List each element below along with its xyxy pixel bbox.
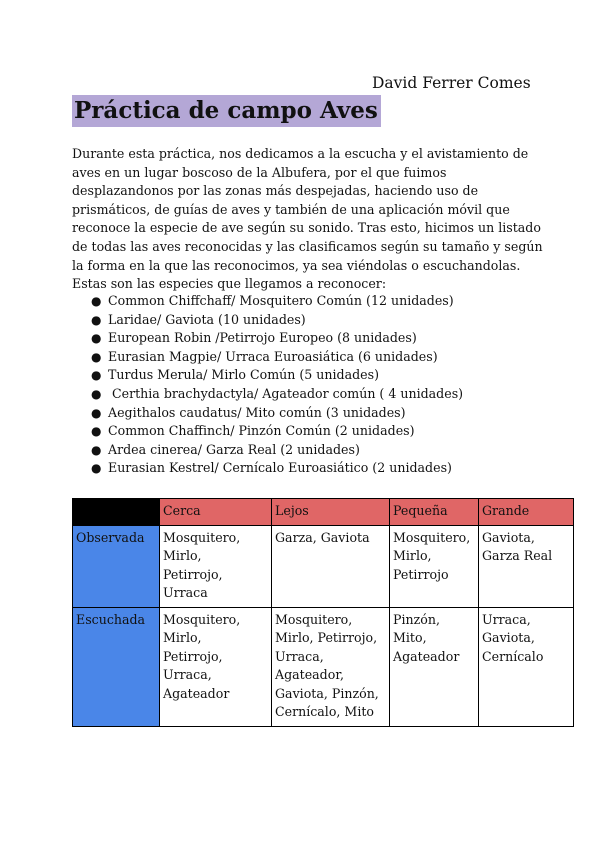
bullet-icon: ● bbox=[91, 368, 102, 383]
cell-line: Pinzón, bbox=[393, 611, 440, 627]
intro-line: Estas son las especies que llegamos a reconocer: bbox=[72, 276, 387, 292]
table-row bbox=[73, 607, 574, 726]
species-list bbox=[72, 292, 463, 478]
cell-line: Mosquitero, bbox=[163, 529, 241, 545]
list-item bbox=[72, 366, 463, 385]
intro-line: Durante esta práctica, nos dedicamos a la escucha y el avistamiento de bbox=[72, 146, 529, 161]
table-cell bbox=[272, 607, 390, 726]
species-label: European Robin /Petirrojo Europeo (8 unidades) bbox=[108, 330, 417, 346]
table-cell bbox=[390, 607, 479, 726]
cell-line: Petirrojo bbox=[393, 566, 449, 582]
species-label: Eurasian Kestrel/ Cernícalo Euroasiático (2 unidades) bbox=[108, 460, 452, 476]
cell-line: Urraca, bbox=[163, 667, 212, 682]
cell-line: Mito, bbox=[393, 630, 427, 645]
bullet-icon: ● bbox=[91, 442, 102, 457]
bullet-icon: ● bbox=[91, 349, 102, 364]
species-label: Eurasian Magpie/ Urraca Euroasiática (6 unidades) bbox=[108, 348, 438, 364]
cell-line: Mosquitero, bbox=[163, 611, 241, 627]
table-cell bbox=[390, 525, 479, 607]
intro-line: desplazandonos por las zonas más despejadas, haciendo uso de bbox=[72, 183, 479, 199]
cell-line: Garza, Gaviota bbox=[275, 529, 370, 545]
row-header-escuchada: Escuchada bbox=[73, 607, 160, 726]
list-item bbox=[72, 441, 463, 460]
species-label: Turdus Merula/ Mirlo Común (5 unidades) bbox=[108, 367, 380, 383]
list-item bbox=[72, 292, 463, 311]
intro-line: reconoce la especie de ave según su sonido. Tras esto, hicimos un listado bbox=[72, 220, 541, 236]
list-item bbox=[72, 422, 463, 441]
species-label: Laridae/ Gaviota (10 unidades) bbox=[108, 311, 306, 327]
table-cell bbox=[479, 525, 574, 607]
classification-table bbox=[72, 498, 574, 727]
table-corner-cell bbox=[73, 499, 160, 526]
species-label: Common Chiffchaff/ Mosquitero Común (12 unidades) bbox=[108, 293, 454, 308]
header-lejos: Lejos bbox=[272, 499, 390, 526]
cell-line: Urraca, bbox=[275, 648, 324, 664]
cell-line: Mirlo, bbox=[393, 548, 432, 563]
species-label: Certhia brachydactyla/ Agateador común ( 4 unidades) bbox=[108, 385, 464, 401]
cell-line: Gaviota, Pinzón, bbox=[275, 685, 379, 701]
cell-line: Cernícalo, Mito bbox=[275, 704, 374, 719]
cell-line: Agateador, bbox=[275, 667, 344, 682]
table-cell bbox=[479, 607, 574, 726]
cell-line: Mirlo, bbox=[163, 630, 202, 645]
bullet-icon: ● bbox=[91, 312, 102, 327]
list-item bbox=[72, 311, 463, 330]
species-label: Aegithalos caudatus/ Mito común (3 unidades) bbox=[108, 404, 406, 420]
bullet-icon: ● bbox=[91, 386, 102, 401]
row-header-observada: Observada bbox=[73, 525, 160, 607]
cell-line: Mirlo, Petirrojo, bbox=[275, 630, 378, 645]
bullet-icon: ● bbox=[91, 461, 102, 476]
header-pequena: Pequeña bbox=[390, 499, 479, 526]
bullet-icon: ● bbox=[91, 424, 102, 439]
header-cerca: Cerca bbox=[160, 499, 272, 526]
cell-line: Mirlo, bbox=[163, 548, 202, 563]
table-cell bbox=[160, 607, 272, 726]
list-item bbox=[72, 329, 463, 348]
species-label: Ardea cinerea/ Garza Real (2 unidades) bbox=[108, 441, 360, 457]
page-title: Práctica de campo Aves bbox=[72, 95, 381, 127]
header-grande: Grande bbox=[479, 499, 574, 526]
cell-line: Agateador bbox=[393, 648, 460, 664]
intro-line: aves en un lugar boscoso de la Albufera, por el que fuimos bbox=[72, 164, 447, 180]
list-item bbox=[72, 385, 463, 404]
author-name: David Ferrer Comes bbox=[372, 74, 531, 92]
intro-line: prismáticos, de guías de aves y también de una aplicación móvil que bbox=[72, 201, 510, 217]
cell-line: Garza Real bbox=[482, 548, 553, 563]
intro-line: de todas las aves reconocidas y las clasificamos según su tamaño y según bbox=[72, 238, 543, 254]
cell-line: Gaviota, bbox=[482, 529, 535, 545]
intro-paragraph bbox=[72, 145, 543, 294]
cell-line: Agateador bbox=[163, 685, 230, 701]
table-cell bbox=[272, 525, 390, 607]
table-row bbox=[73, 525, 574, 607]
cell-line: Mosquitero, bbox=[275, 611, 353, 627]
list-item bbox=[72, 348, 463, 367]
list-item bbox=[72, 404, 463, 423]
intro-line: la forma en la que las reconocimos, ya sea viéndolas o escuchandolas. bbox=[72, 257, 521, 273]
bullet-icon: ● bbox=[91, 405, 102, 420]
cell-line: Cernícalo bbox=[482, 648, 544, 664]
species-label: Common Chaffinch/ Pinzón Común (2 unidades) bbox=[108, 423, 415, 439]
cell-line: Gaviota, bbox=[482, 630, 535, 645]
cell-line: Urraca, bbox=[482, 611, 531, 627]
cell-line: Petirrojo, bbox=[163, 648, 223, 664]
table-header-row bbox=[73, 499, 574, 526]
bullet-icon: ● bbox=[91, 294, 102, 308]
table-cell bbox=[160, 525, 272, 607]
cell-line: Petirrojo, bbox=[163, 566, 223, 582]
list-item bbox=[72, 459, 463, 478]
cell-line: Mosquitero, bbox=[393, 529, 471, 545]
cell-line: Urraca bbox=[163, 585, 208, 600]
bullet-icon: ● bbox=[91, 331, 102, 346]
